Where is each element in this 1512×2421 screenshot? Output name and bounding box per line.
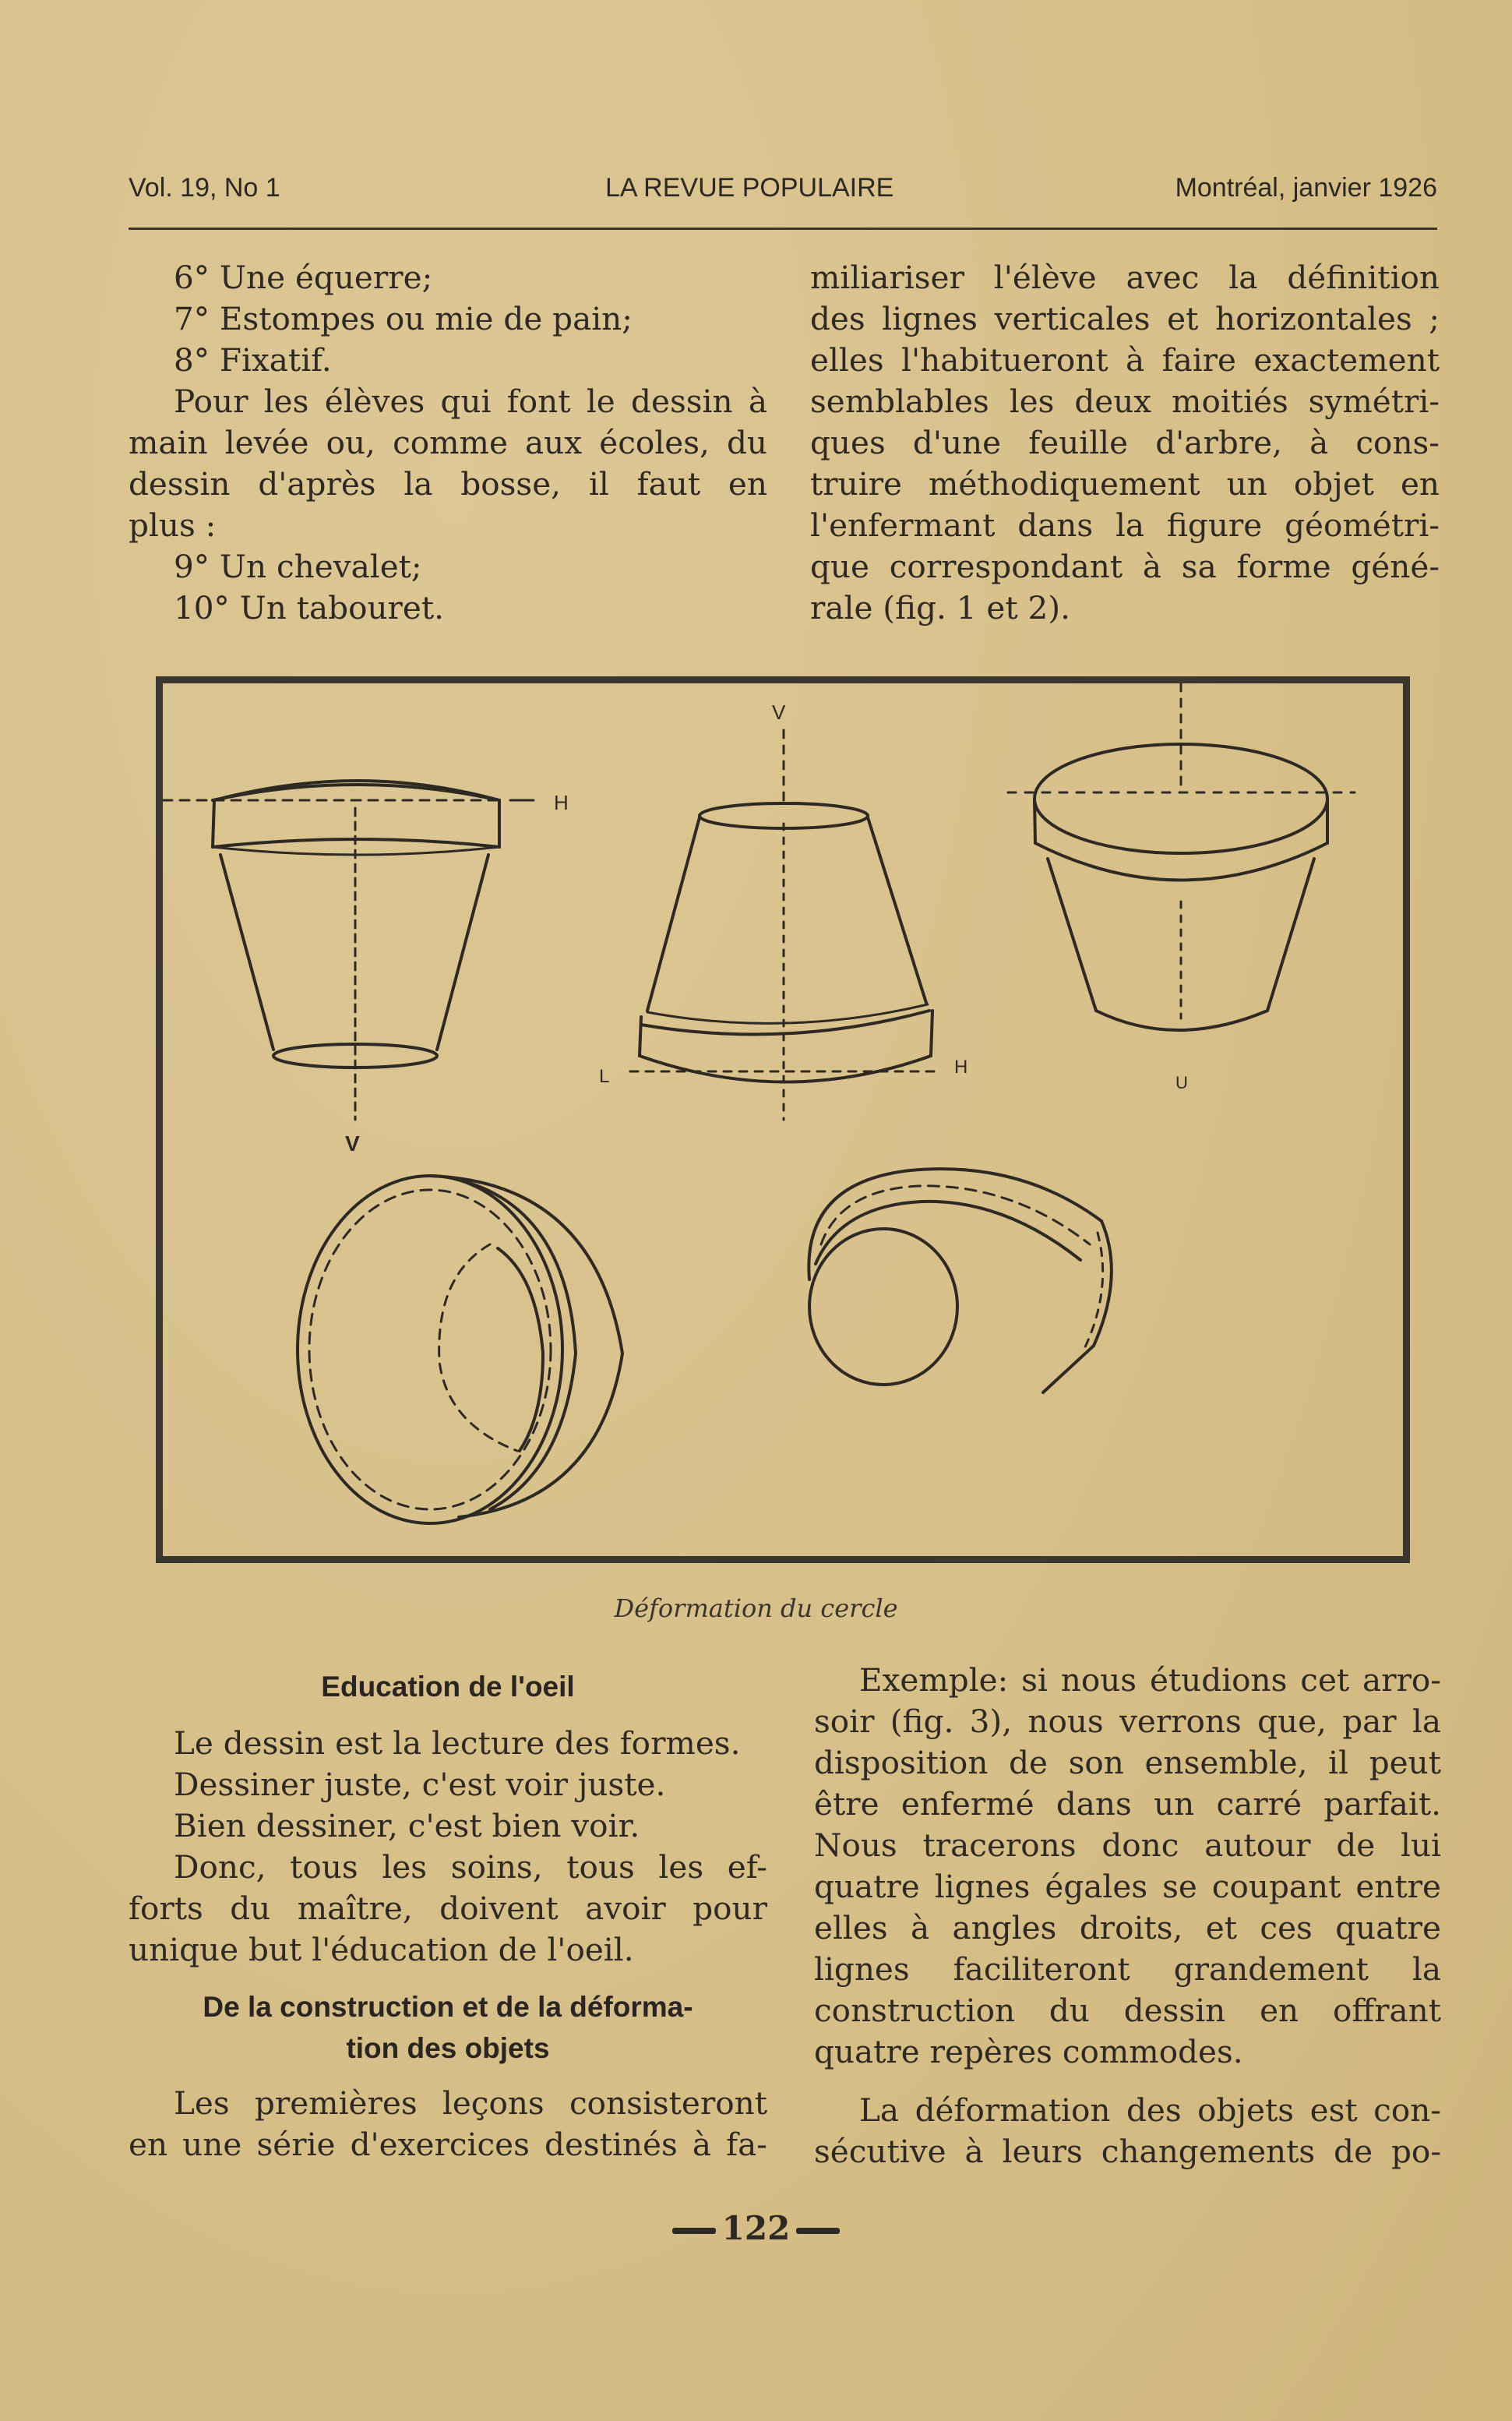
text-line: soir (fig. 3), nous verrons que, par la: [814, 1703, 1441, 1740]
label-v-top: V: [772, 701, 786, 724]
folio-dash: [796, 2228, 840, 2234]
text-line: main levée ou, comme aux écoles, du: [129, 424, 767, 461]
text-line: quatre repères commodes.: [814, 2033, 1243, 2070]
section-heading: De la construction et de la déforma-: [203, 1991, 693, 2023]
text-line: Le dessin est la lecture des formes.: [174, 1724, 741, 1762]
text-line: des lignes verticales et horizontales ;: [810, 300, 1440, 337]
text-line: sécutive à leurs changements de po-: [814, 2133, 1441, 2170]
pot-from-above: [1008, 683, 1355, 1030]
text-line: disposition de son ensemble, il peut: [814, 1744, 1441, 1781]
text-line: semblables les deux moitiés symétri-: [810, 383, 1440, 420]
text-line: 10° Un tabouret.: [174, 589, 445, 626]
top-left-column: [129, 257, 767, 629]
text-line: être enfermé dans un carré parfait.: [814, 1785, 1441, 1823]
figure-caption: Déformation du cercle: [614, 1593, 898, 1623]
text-line: 8° Fixatif.: [174, 341, 332, 379]
top-right-column: [810, 257, 1440, 629]
flowerpot-drawings: [163, 683, 1403, 1556]
text-line: truire méthodiquement un objet en: [810, 465, 1440, 503]
text-line: en une série d'exercices destinés à fa-: [129, 2126, 767, 2163]
text-line: miliariser l'élève avec la définition: [810, 259, 1440, 296]
label-h-right: H: [954, 1057, 968, 1078]
folio-dash: [672, 2228, 716, 2234]
text-line: unique but l'éducation de l'oeil.: [129, 1931, 634, 1968]
pot-on-side: [298, 1176, 622, 1523]
label-l: L: [599, 1066, 610, 1087]
page-number-text: 122: [721, 2209, 791, 2247]
pot-tilted: [809, 1169, 1112, 1392]
place-date: Montréal, janvier 1926: [1175, 173, 1437, 203]
journal-title: LA REVUE POPULAIRE: [605, 173, 894, 203]
text-line: plus :: [129, 506, 217, 544]
text-line: dessin d'après la bosse, il faut en: [129, 465, 767, 503]
text-line: Pour les élèves qui font le dessin à: [174, 383, 767, 420]
text-line: Dessiner juste, c'est voir juste.: [174, 1766, 666, 1803]
bottom-left-column: [129, 1666, 767, 2165]
label-v: V: [345, 1131, 360, 1156]
text-line: l'enfermant dans la figure géométri-: [810, 506, 1440, 544]
text-line: Les premières leçons consisteront: [174, 2084, 767, 2122]
label-u: U: [1175, 1073, 1188, 1092]
text-line: 7° Estompes ou mie de pain;: [174, 300, 633, 337]
volume-number: Vol. 19, No 1: [129, 173, 280, 203]
text-line: quatre lignes égales se coupant entre: [814, 1868, 1441, 1905]
pot-upright: [163, 781, 534, 1120]
text-line: lignes faciliteront grandement la: [814, 1950, 1441, 1988]
text-line: Bien dessiner, c'est bien voir.: [174, 1807, 640, 1844]
section-heading: tion des objets: [346, 2032, 550, 2064]
text-line: La déformation des objets est con-: [859, 2091, 1441, 2129]
text-line: elles à angles droits, et ces quatre: [814, 1909, 1441, 1946]
text-line: Nous tracerons donc autour de lui: [814, 1826, 1441, 1864]
text-line: forts du maître, doivent avoir pour: [129, 1890, 767, 1927]
text-line: ques d'une feuille d'arbre, à cons-: [810, 424, 1440, 461]
text-line: rale (fig. 1 et 2).: [810, 589, 1070, 626]
label-h: H: [554, 791, 569, 814]
section-heading: Education de l'oeil: [321, 1671, 575, 1703]
text-line: 9° Un chevalet;: [174, 548, 422, 585]
text-line: elles l'habitueront à faire exactement: [810, 341, 1440, 379]
header-rule: [129, 228, 1437, 230]
page-number: [0, 2209, 1512, 2247]
pot-inverted: [630, 730, 940, 1120]
bottom-right-column: [814, 1660, 1441, 2172]
running-header: [129, 173, 1437, 212]
text-line: que correspondant à sa forme géné-: [810, 548, 1440, 585]
text-line: construction du dessin en offrant: [814, 1992, 1441, 2029]
text-line: Exemple: si nous étudions cet arro-: [859, 1661, 1441, 1699]
text-line: 6° Une équerre;: [174, 259, 433, 296]
figure-frame: [156, 676, 1410, 1563]
text-line: Donc, tous les soins, tous les ef-: [174, 1848, 767, 1886]
